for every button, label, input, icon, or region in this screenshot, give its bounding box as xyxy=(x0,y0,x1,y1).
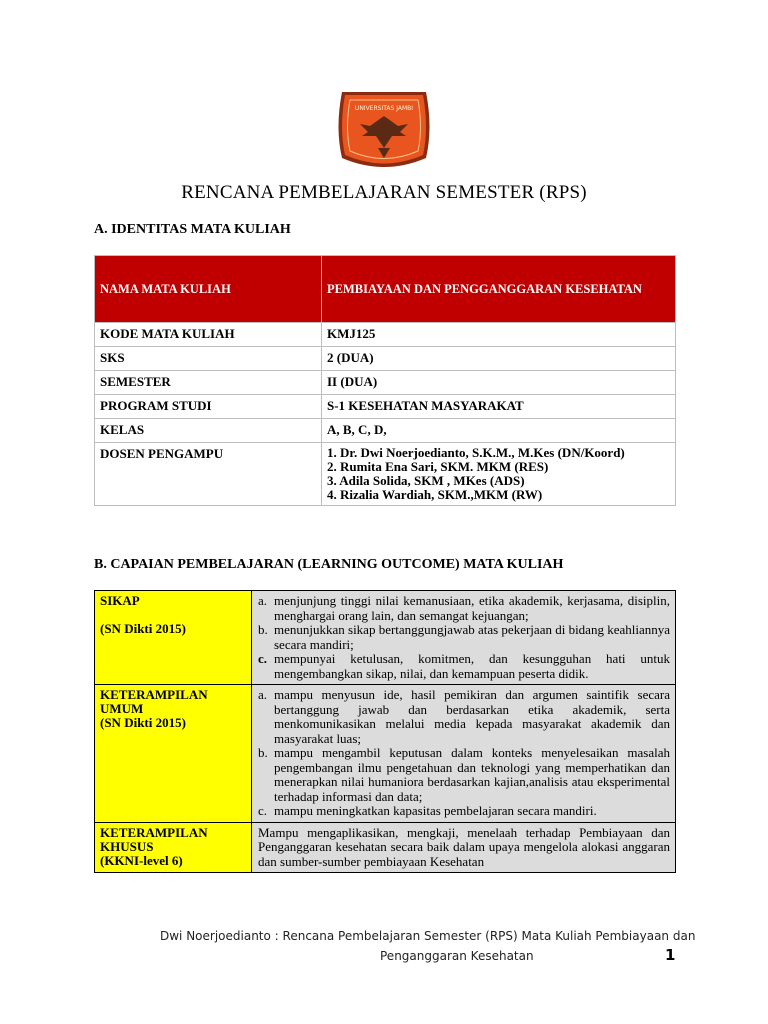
row-value: S-1 KESEHATAN MASYARAKAT xyxy=(322,395,676,419)
list-item: c. mampu meningkatkan kapasitas pembelajaran secara mandiri. xyxy=(258,803,597,818)
sikap-label: SIKAP xyxy=(100,593,140,608)
list-item: c. mempunyai ketulusan, komitmen, dan kesungguhan hati untuk mengembangkan sikap, nilai, dan kemampuan peserta didik. xyxy=(258,651,670,681)
row-label: SEMESTER xyxy=(95,371,322,395)
identity-table xyxy=(94,255,676,506)
table-row xyxy=(95,347,676,371)
list-item: a. menjunjung tinggi nilai kemanusiaan, etika akademik, kerjasama, disiplin, menghargai orang lain, dan semangat kejuangan; xyxy=(258,593,670,623)
row-value: KMJ125 xyxy=(322,323,676,347)
row-value: II (DUA) xyxy=(322,371,676,395)
list-item: a. mampu menyusun ide, hasil pemikiran dan argumen saintifik secara bertanggung jawab dan berdasarkan etika akademik, serta menkomunikasikan melalui media kepada masyarakat akademik dan masyarakat luas; xyxy=(258,687,670,746)
footer-line-2: Penganggaran Kesehatan xyxy=(380,949,534,963)
page-title: RENCANA PEMBELAJARAN SEMESTER (RPS) xyxy=(181,182,587,203)
khusus-label: KETERAMPILAN KHUSUS xyxy=(100,824,208,854)
dosen-item: 3. Adila Solida, SKM , MKes (ADS) xyxy=(327,473,525,488)
row-value: A, B, C, D, xyxy=(322,419,676,443)
header-label: NAMA MATA KULIAH xyxy=(95,256,322,323)
khusus-label-cell xyxy=(95,822,252,873)
list-item: b. mampu mengambil keputusan dalam konteks menyelesaikan masalah pengembangan ilmu pengetahuan dan teknologi yang memperhatikan dan menerapkan nilai humaniora berdasarkan kajian,analisis atau eksperimental terhadap informasi dan data; xyxy=(258,745,670,804)
umum-row xyxy=(95,685,676,823)
table-row-dosen xyxy=(95,443,676,506)
sikap-sub: (SN Dikti 2015) xyxy=(100,621,186,636)
section-b-heading: B. CAPAIAN PEMBELAJARAN (LEARNING OUTCOME) MATA KULIAH xyxy=(94,557,564,572)
row-label: DOSEN PENGAMPU xyxy=(95,443,322,506)
list-item: b. menunjukkan sikap bertanggungjawab atas pekerjaan di bidang keahliannya secara mandiri; xyxy=(258,622,671,652)
sikap-label-cell xyxy=(95,591,252,685)
row-value: 2 (DUA) xyxy=(322,347,676,371)
table-row xyxy=(95,419,676,443)
sikap-content xyxy=(252,591,676,685)
footer-line-1: Dwi Noerjoedianto : Rencana Pembelajaran Semester (RPS) Mata Kuliah Pembiayaan dan xyxy=(160,929,696,943)
header-value: PEMBIAYAAN DAN PENGGANGGARAN KESEHATAN xyxy=(322,256,676,323)
table-row xyxy=(95,395,676,419)
umum-label: KETERAMPILAN UMUM xyxy=(100,687,208,716)
khusus-row xyxy=(95,822,676,873)
dosen-item: 1. Dr. Dwi Noerjoedianto, S.K.M., M.Kes (DN/Koord) xyxy=(327,445,625,460)
learning-outcome-table xyxy=(94,590,676,873)
umum-label-cell xyxy=(95,685,252,823)
umum-content xyxy=(252,685,676,823)
svg-text:UNIVERSITAS JAMBI: UNIVERSITAS JAMBI xyxy=(354,105,414,112)
university-seal-icon xyxy=(334,86,434,170)
umum-sub: (SN Dikti 2015) xyxy=(100,715,186,730)
table-row xyxy=(95,371,676,395)
row-label: KELAS xyxy=(95,419,322,443)
khusus-sub: (KKNI-level 6) xyxy=(100,852,183,868)
row-label: PROGRAM STUDI xyxy=(95,395,322,419)
table-header-row xyxy=(95,256,676,323)
row-label: SKS xyxy=(95,347,322,371)
row-label: KODE MATA KULIAH xyxy=(95,323,322,347)
page-number: 1 xyxy=(665,946,676,964)
dosen-item: 2. Rumita Ena Sari, SKM. MKM (RES) xyxy=(327,459,549,474)
dosen-list xyxy=(322,443,676,506)
sikap-row xyxy=(95,591,676,685)
section-a-heading: A. IDENTITAS MATA KULIAH xyxy=(94,222,291,237)
dosen-item: 4. Rizalia Wardiah, SKM.,MKM (RW) xyxy=(327,487,543,502)
khusus-content: Mampu mengaplikasikan, mengkaji, menelaah terhadap Pembiayaan dan Penganggaran kesehatan secara baik dalam upaya mengelola alokasi anggaran dan sumber-sumber pembiayaan Kesehatan xyxy=(252,822,676,873)
table-row xyxy=(95,323,676,347)
